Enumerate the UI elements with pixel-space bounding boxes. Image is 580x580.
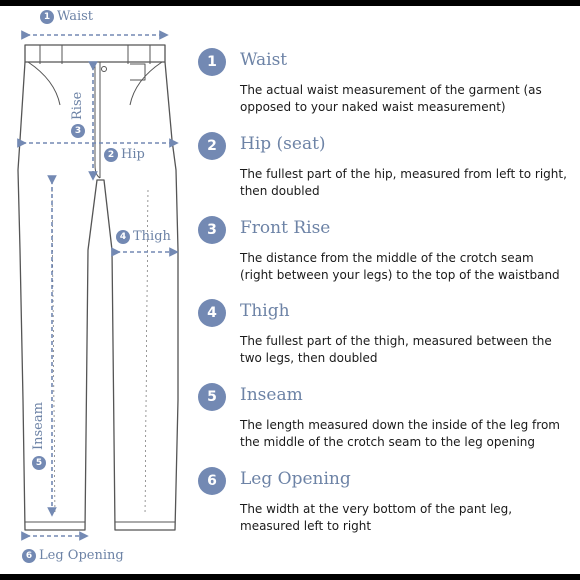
hip-diagram-label [104,147,145,162]
thigh-diagram-label [116,229,171,244]
hip-diagram-text: Hip [121,147,145,162]
leg-opening-badge: 6 [22,549,36,563]
legend-title: Leg Opening [240,469,351,489]
legend-description: The distance from the middle of the crotch seam (right between your legs) to the top of the waistband [240,251,560,282]
waistband [25,45,165,62]
legend-title: Waist [240,50,288,70]
legend-description: The fullest part of the thigh, measured between the two legs, then doubled [240,334,552,365]
legend-number-badge: 5 [198,383,226,411]
pants-illustration [0,0,200,580]
legend-number-badge: 2 [198,132,226,160]
hip-badge: 2 [104,148,118,162]
inseam-diagram-label [31,402,46,470]
waist-diagram-label [40,9,93,24]
legend-title: Thigh [240,301,290,321]
legend-title: Front Rise [240,218,331,238]
legend-number-badge: 4 [198,299,226,327]
legend-description: The actual waist measurement of the garment (as opposed to your naked waist measurement) [240,83,542,114]
legend-number-badge: 6 [198,467,226,495]
waist-diagram-text: Waist [57,9,94,24]
thigh-diagram-text: Thigh [133,229,171,244]
legend-description: The length measured down the inside of the leg from the middle of the crotch seam to the leg opening [240,418,560,449]
legend-title: Hip (seat) [240,134,326,154]
legend-description: The width at the very bottom of the pant leg, measured left to right [240,502,513,533]
inseam-badge: 5 [32,456,46,470]
legend-title: Inseam [240,385,303,405]
waist-badge: 1 [40,10,54,24]
rise-diagram-text: Rise [70,91,85,120]
legend-description: The fullest part of the hip, measured from left to right, then doubled [240,167,567,198]
rise-diagram-label [70,92,85,138]
thigh-badge: 4 [116,230,130,244]
rise-badge: 3 [71,124,85,138]
leg-opening-diagram-text: Leg Opening [39,548,124,563]
legend-number-badge: 3 [198,216,226,244]
inseam-diagram-text: Inseam [31,402,46,450]
legend-number-badge: 1 [198,48,226,76]
leg-opening-diagram-label [22,548,124,563]
